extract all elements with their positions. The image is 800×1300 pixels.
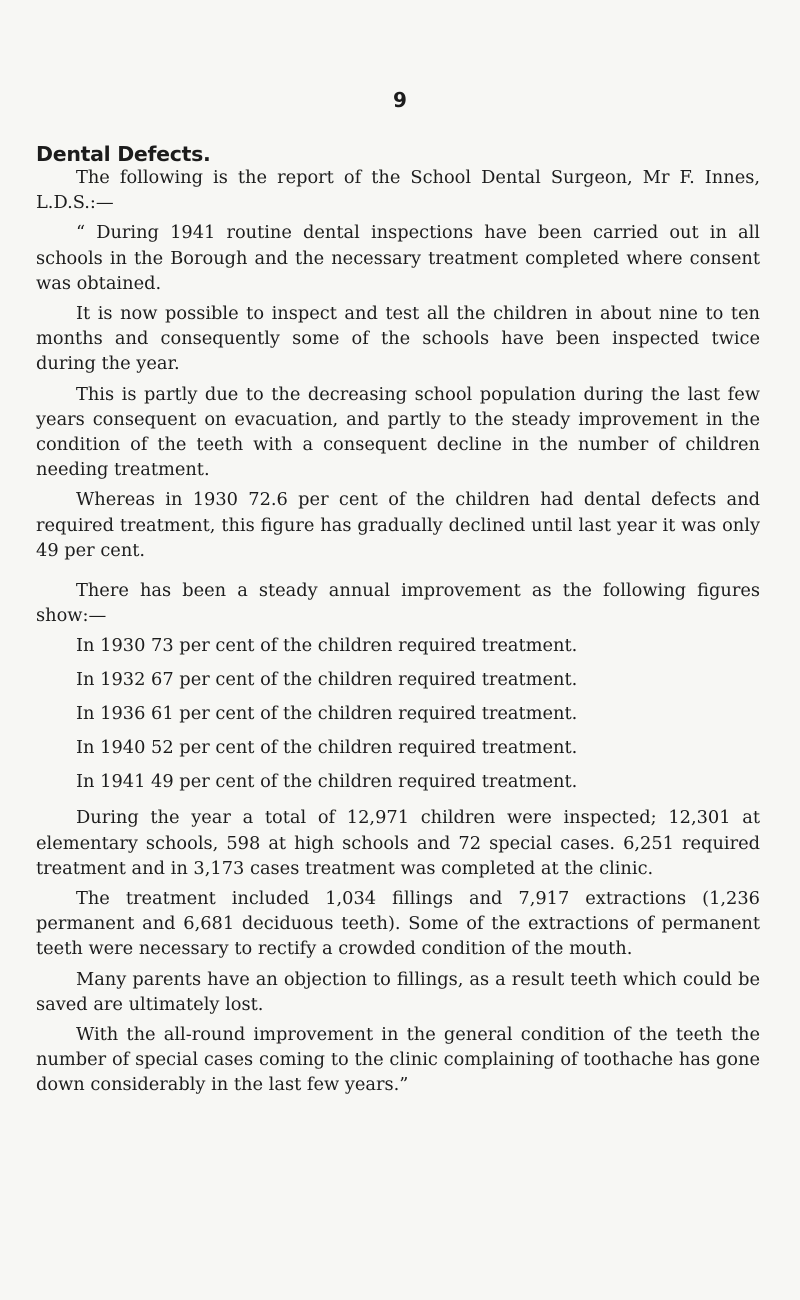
paragraph: It is now possible to inspect and test all the children in about nine to ten months and consequently some of the schools have been inspected twice during the year. bbox=[36, 303, 760, 375]
report-body bbox=[36, 165, 760, 1103]
paragraph: There has been a steady annual improvement as the following figures show:— bbox=[36, 580, 760, 627]
list-item: In 1936 61 per cent of the children required treatment. bbox=[76, 703, 578, 725]
paragraph: With the all-round improvement in the general condition of the teeth the number of special cases coming to the clinic complaining of toothache has gone down considerably in the last few years.” bbox=[36, 1024, 760, 1096]
paragraph: The following is the report of the School Dental Surgeon, Mr F. Innes, L.D.S.:— bbox=[36, 167, 760, 214]
section-heading: Dental Defects. bbox=[36, 142, 211, 166]
paragraph: Whereas in 1930 72.6 per cent of the children had dental defects and required treatment, this figure has gradually declined until last year it was only 49 per cent. bbox=[36, 489, 760, 561]
list-item: In 1941 49 per cent of the children required treatment. bbox=[76, 771, 578, 793]
annual-figures-list bbox=[36, 633, 760, 794]
paragraph: This is partly due to the decreasing school population during the last few years consequent on evacuation, and partly to the steady improvement in the condition of the teeth with a consequent decline in the number of children needing treatment. bbox=[36, 383, 760, 481]
paragraph: “ During 1941 routine dental inspections have been carried out in all schools in the Borough and the necessary treatment completed where consent was obtained. bbox=[36, 222, 760, 294]
page-number: 9 bbox=[393, 88, 407, 112]
list-item: In 1932 67 per cent of the children required treatment. bbox=[76, 669, 578, 691]
list-item: In 1940 52 per cent of the children required treatment. bbox=[76, 737, 578, 759]
paragraph: During the year a total of 12,971 children were inspected; 12,301 at elementary schools, 598 at high schools and 72 special cases. 6,251 required treatment and in 3,173 cases treatment was completed at the clinic. bbox=[36, 807, 760, 879]
list-item: In 1930 73 per cent of the children required treatment. bbox=[76, 635, 578, 657]
paragraph: Many parents have an objection to fillings, as a result teeth which could be saved are ultimately lost. bbox=[36, 968, 760, 1015]
paragraph: The treatment included 1,034 fillings and 7,917 extractions (1,236 permanent and 6,681 deciduous teeth). Some of the extractions of permanent teeth were necessary to rectify a crowded condition of the mouth. bbox=[36, 888, 760, 960]
